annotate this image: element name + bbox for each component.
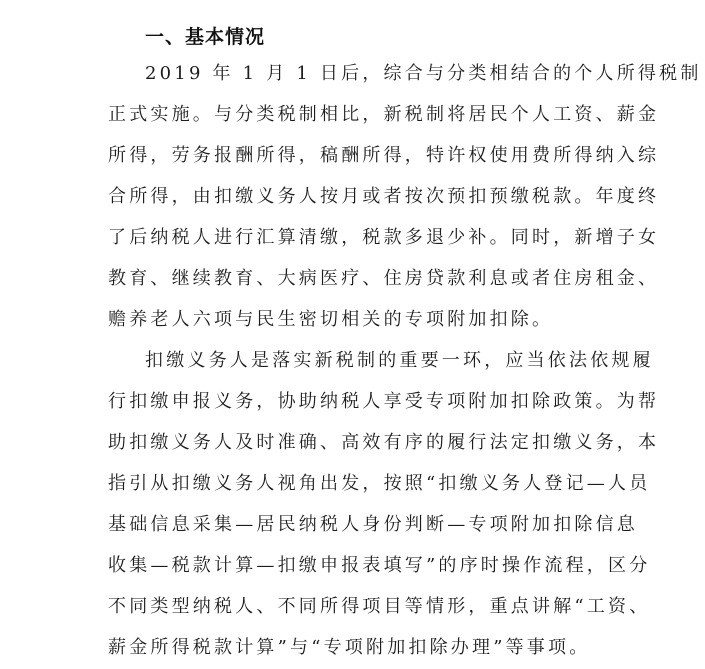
paragraph-line: 了后纳税人进行汇算清缴，税款多退少补。同时，新增子女 <box>108 227 660 248</box>
paragraph-line: 基础信息采集—居民纳税人身份判断—专项附加扣除信息 <box>108 514 638 535</box>
paragraph-line: 指引从扣缴义务人视角出发，按照“扣缴义务人登记—人员 <box>108 473 651 494</box>
paragraph-line: 薪金所得税款计算”与“专项附加扣除办理”等事项。 <box>108 637 591 658</box>
section-heading: 一、基本情况 <box>145 26 266 48</box>
paragraph-line: 教育、继续教育、大病医疗、住房贷款利息或者住房租金、 <box>108 268 660 289</box>
paragraph-line: 赡养老人六项与民生密切相关的专项附加扣除。 <box>108 309 554 330</box>
paragraph-line: 合所得，由扣缴义务人按月或者按次预扣预缴税款。年度终 <box>108 186 660 207</box>
paragraph-line: 扣缴义务人是落实新税制的重要一环，应当依法依规履 <box>145 350 654 371</box>
paragraph-line: 正式实施。与分类税制相比，新税制将居民个人工资、薪金 <box>108 104 660 125</box>
paragraph-line: 不同类型纳税人、不同所得项目等情形，重点讲解“工资、 <box>108 596 651 617</box>
paragraph-line: 2019 年 1 月 1 日后，综合与分类相结合的个人所得税制 <box>145 63 702 84</box>
paragraph-line: 收集—税款计算—扣缴申报表填写”的序时操作流程，区分 <box>108 555 651 576</box>
paragraph-line: 行扣缴申报义务，协助纳税人享受专项附加扣除政策。为帮 <box>108 391 660 412</box>
paragraph-line: 助扣缴义务人及时准确、高效有序的履行法定扣缴义务，本 <box>108 432 660 453</box>
paragraph-line: 所得，劳务报酬所得，稿酬所得，特许权使用费所得纳入综 <box>108 145 660 166</box>
